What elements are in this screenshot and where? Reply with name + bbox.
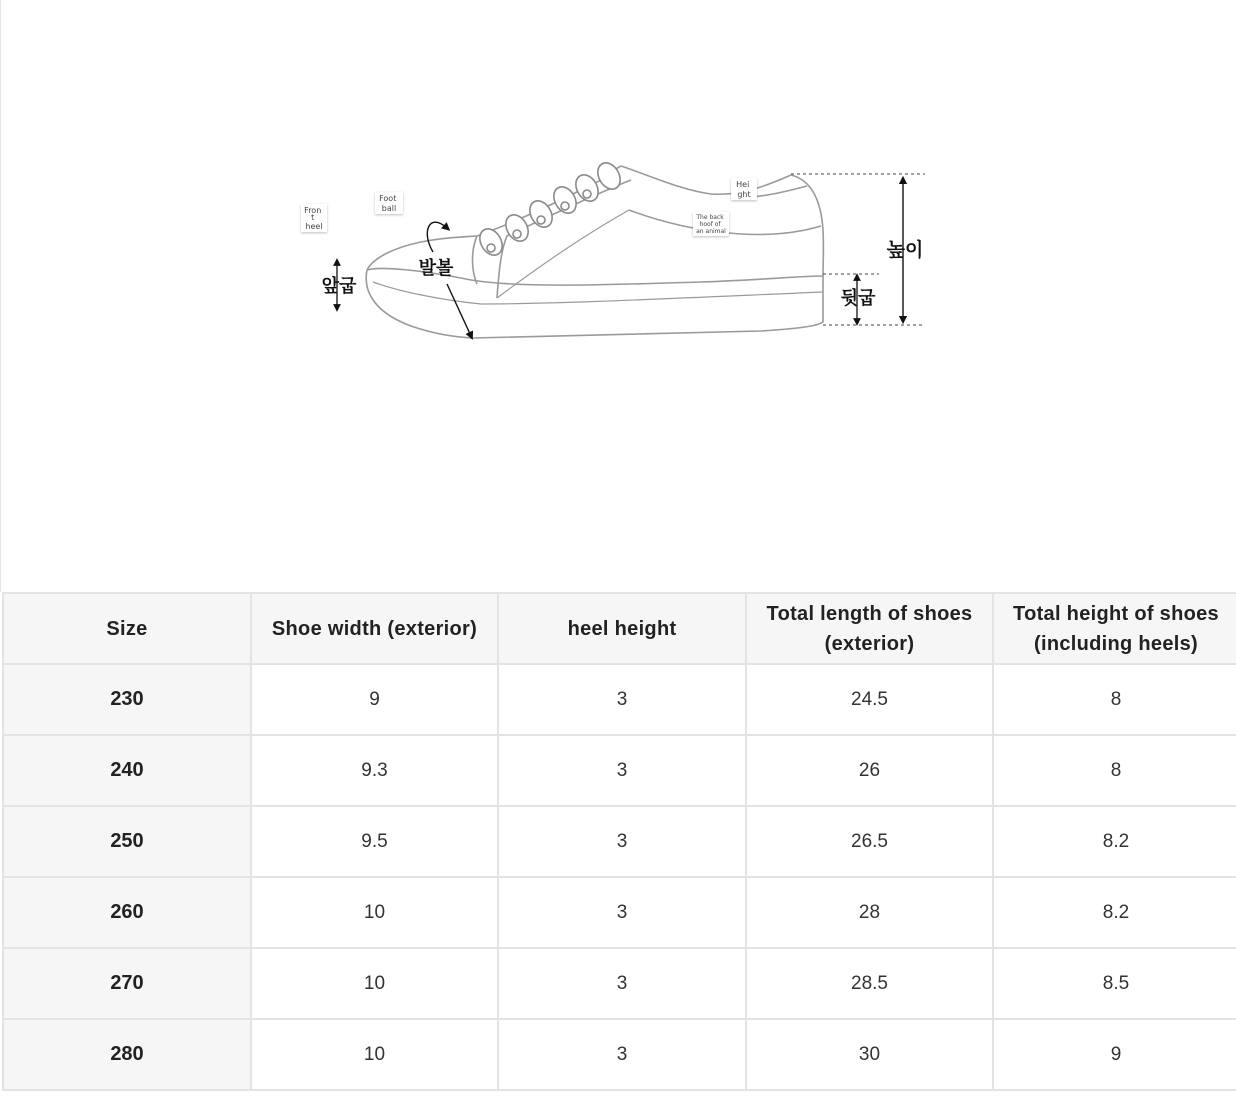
- svg-text:The back hoof of a: [695, 214, 726, 235]
- heel-height-cell: 3: [498, 948, 746, 1019]
- foot-ball-curve-arrow: [427, 222, 447, 252]
- shoe-width-cell: 9.5: [251, 806, 498, 877]
- header-total-height: Total height of shoes (including heels): [993, 593, 1236, 664]
- total-length-cell: 26.5: [746, 806, 993, 877]
- total-length-cell: 30: [746, 1019, 993, 1090]
- shoe-width-cell: 10: [251, 948, 498, 1019]
- shoe-illustration: [1, 0, 1236, 592]
- size-cell: 270: [3, 948, 251, 1019]
- size-cell: 240: [3, 735, 251, 806]
- shoe-width-cell: 9: [251, 664, 498, 735]
- label-front-heel-small-2: t: [311, 213, 315, 222]
- label-height-small-1: Hei: [736, 180, 750, 189]
- shoe-width-cell: 10: [251, 877, 498, 948]
- total-height-cell: 9: [993, 1019, 1236, 1090]
- heel-height-cell: 3: [498, 806, 746, 877]
- table-row: [3, 735, 1236, 806]
- shoe-width-cell: 10: [251, 1019, 498, 1090]
- size-cell: 250: [3, 806, 251, 877]
- label-back-small-2: hoof of: [699, 221, 721, 228]
- label-back-small-1: The back: [696, 214, 724, 221]
- label-front-heel-small-1: Fron: [304, 206, 322, 215]
- label-foot-ball-small-1: Foot: [379, 194, 397, 203]
- total-height-cell: 8: [993, 735, 1236, 806]
- header-size: Size: [3, 593, 251, 664]
- table-row: [3, 877, 1236, 948]
- label-foot-ball-small-2: ball: [381, 204, 397, 213]
- size-cell: 230: [3, 664, 251, 735]
- size-cell: 260: [3, 877, 251, 948]
- table-header-row: [3, 593, 1236, 664]
- table-row: [3, 806, 1236, 877]
- shoe-width-cell: 9.3: [251, 735, 498, 806]
- total-height-cell: 8.2: [993, 806, 1236, 877]
- total-length-cell: 24.5: [746, 664, 993, 735]
- lace-eyelets: [475, 159, 624, 259]
- svg-text:Foot ball: [379, 194, 399, 213]
- label-height-small-2: ght: [737, 190, 751, 199]
- table-row: [3, 664, 1236, 735]
- heel-height-cell: 3: [498, 664, 746, 735]
- header-total-length: Total length of shoes (exterior): [746, 593, 993, 664]
- table-row: [3, 948, 1236, 1019]
- svg-text:Hei ght: [736, 180, 752, 199]
- size-cell: 280: [3, 1019, 251, 1090]
- heel-height-cell: 3: [498, 735, 746, 806]
- total-length-cell: 28.5: [746, 948, 993, 1019]
- foot-ball-line-arrow: [447, 284, 471, 336]
- total-height-cell: 8: [993, 664, 1236, 735]
- table-row: [3, 1019, 1236, 1090]
- label-front-heel: 앞굽: [321, 276, 357, 297]
- total-height-cell: 8.2: [993, 877, 1236, 948]
- label-back-small-3: an animal: [696, 228, 726, 235]
- label-front-heel-small-3: heel: [305, 222, 323, 231]
- header-shoe-width: Shoe width (exterior): [251, 593, 498, 664]
- header-heel-height: heel height: [498, 593, 746, 664]
- heel-height-cell: 3: [498, 1019, 746, 1090]
- heel-height-cell: 3: [498, 877, 746, 948]
- total-length-cell: 26: [746, 735, 993, 806]
- label-foot-ball: 발볼: [418, 258, 454, 279]
- label-height: 높이: [886, 239, 924, 261]
- size-table: [2, 592, 1236, 1091]
- total-height-cell: 8.5: [993, 948, 1236, 1019]
- label-back-heel: 뒷굽: [840, 288, 876, 309]
- total-length-cell: 28: [746, 877, 993, 948]
